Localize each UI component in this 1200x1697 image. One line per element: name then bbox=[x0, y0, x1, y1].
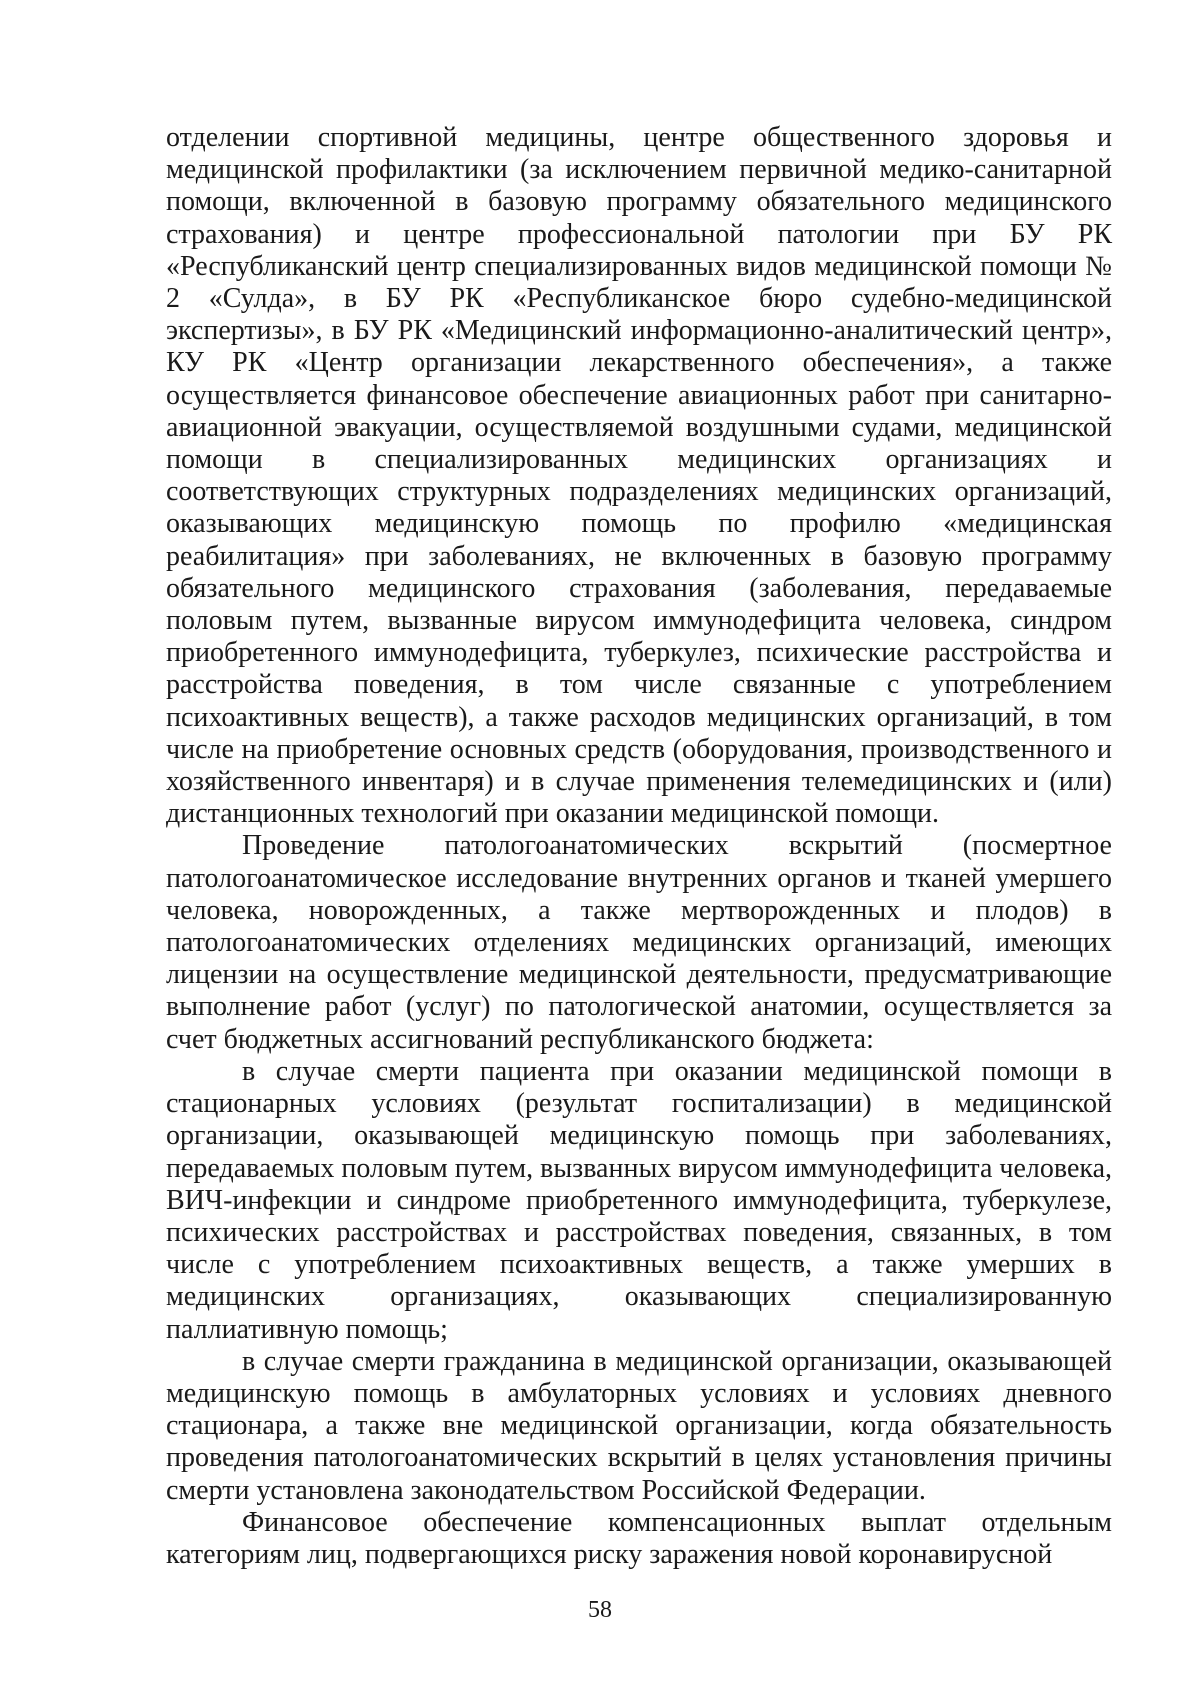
document-body bbox=[166, 122, 1112, 1571]
paragraph-compensation: Финансовое обеспечение компенсационных выплат отдельным категориям лиц, подвергающихся риску заражения новой коронавирусной bbox=[166, 1506, 1112, 1570]
paragraph-autopsy: Проведение патологоанатомических вскрытий (посмертное патологоанатомическое исследование внутренних органов и тканей умершего человека, новорожденных, а также мертворожденных и плодов) в патологоанатомических отделениях медицинских организаций, имеющих лицензии на осуществление медицинской деятельности, предусматривающие выполнение работ (услуг) по патологической анатомии, осуществляется за счет бюджетных ассигнований республиканского бюджета: bbox=[166, 830, 1112, 1055]
paragraph-continuation: отделении спортивной медицины, центре общественного здоровья и медицинской профилактики (за исключением первичной медико-санитарной помощи, включенной в базовую программу обязательного медицинского страхования) и центре профессиональной патологии при БУ РК «Республиканский центр специализированных видов медицинской помощи № 2 «Сулда», в БУ РК «Республиканское бюро судебно-медицинской экспертизы», в БУ РК «Медицинский информационно-аналитический центр», КУ РК «Центр организации лекарственного обеспечения», а также осуществляется финансовое обеспечение авиационных работ при санитарно-авиационной эвакуации, осуществляемой воздушными судами, медицинской помощи в специализированных медицинских организациях и соответствующих структурных подразделениях медицинских организаций, оказывающих медицинскую помощь по профилю «медицинская реабилитация» при заболеваниях, не включенных в базовую программу обязательного медицинского страхования (заболевания, передаваемые половым путем, вызванные вирусом иммунодефицита человека, синдром приобретенного иммунодефицита, туберкулез, психические расстройства и расстройства поведения, в том числе связанные с употреблением психоактивных веществ), а также расходов медицинских организаций, в том числе на приобретение основных средств (оборудования, производственного и хозяйственного инвентаря) и в случае применения телемедицинских и (или) дистанционных технологий при оказании медицинской помощи. bbox=[166, 122, 1112, 830]
paragraph-inpatient-death: в случае смерти пациента при оказании медицинской помощи в стационарных условиях (результат госпитализации) в медицинской организации, оказывающей медицинскую помощь при заболеваниях, передаваемых половым путем, вызванных вирусом иммунодефицита человека, ВИЧ-инфекции и синдроме приобретенного иммунодефицита, туберкулезе, психических расстройствах и расстройствах поведения, связанных, в том числе с употреблением психоактивных веществ, а также умерших в медицинских организациях, оказывающих специализированную паллиативную помощь; bbox=[166, 1055, 1112, 1345]
paragraph-outpatient-death: в случае смерти гражданина в медицинской организации, оказывающей медицинскую помощь в амбулаторных условиях и условиях дневного стационара, а также вне медицинской организации, когда обязательность проведения патологоанатомических вскрытий в целях установления причины смерти установлена законодательством Российской Федерации. bbox=[166, 1345, 1112, 1506]
page-number: 58 bbox=[588, 1597, 612, 1623]
